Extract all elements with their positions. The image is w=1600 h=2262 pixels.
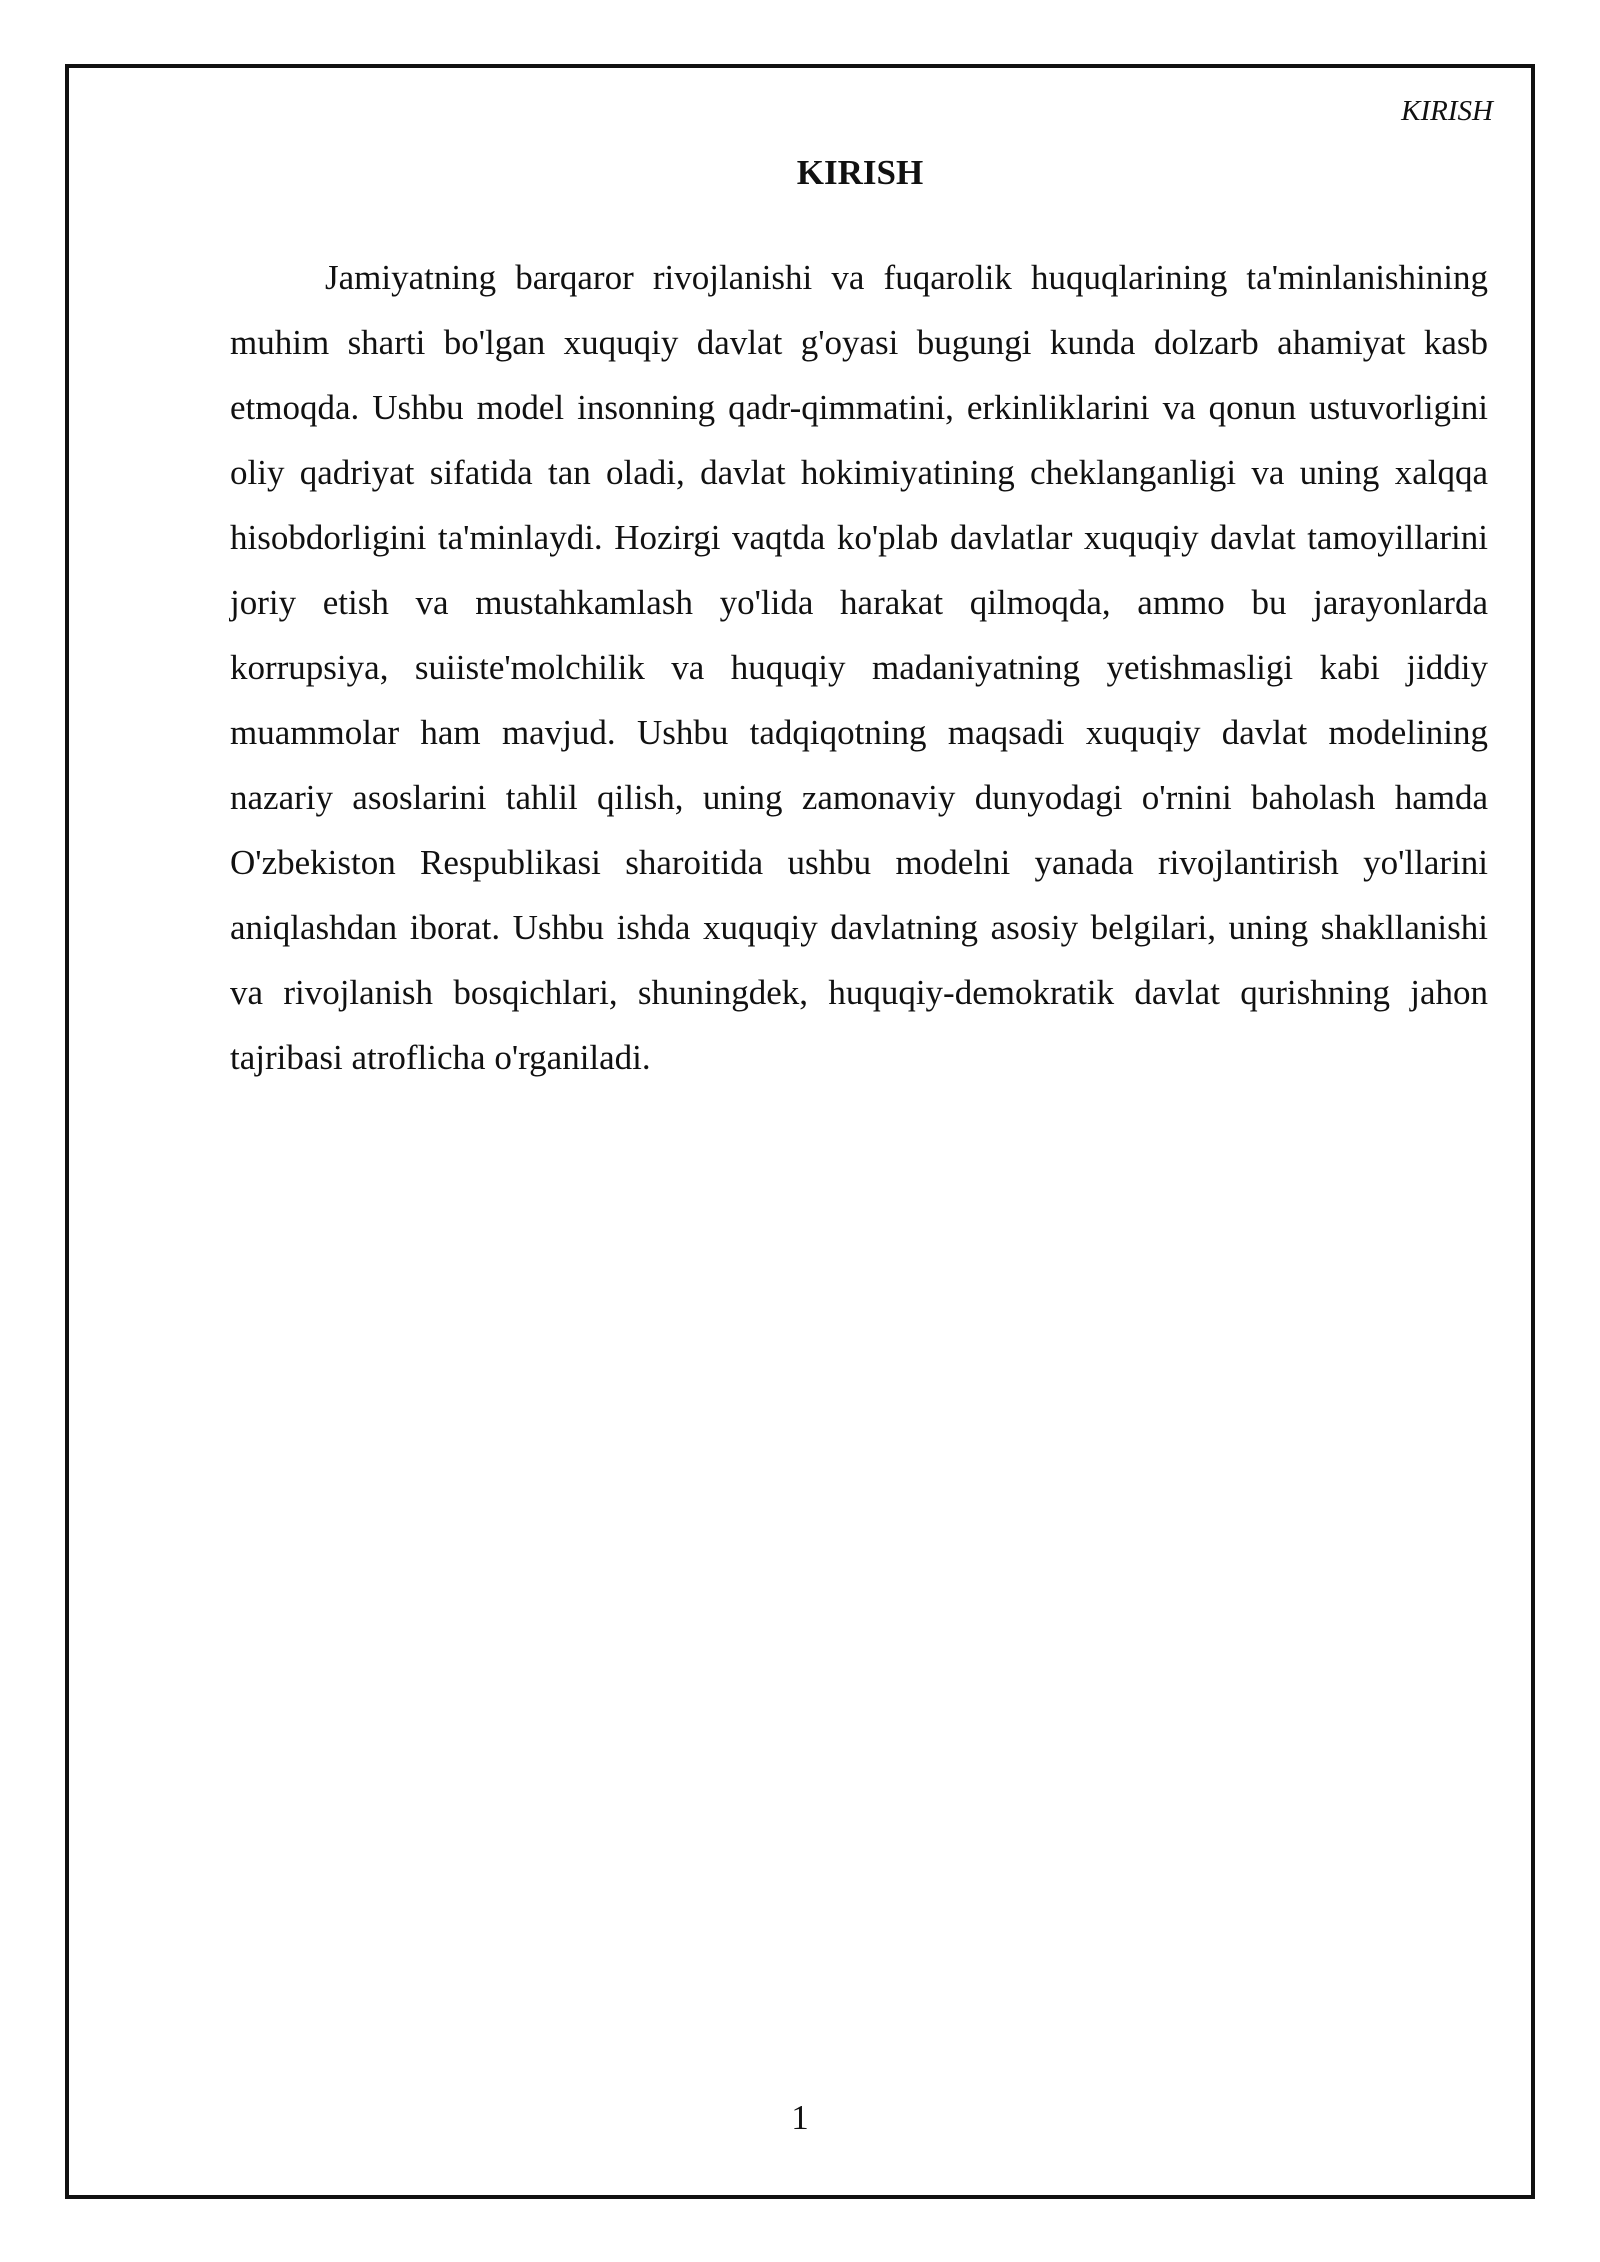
page-number: 1	[791, 2098, 809, 2137]
section-title: KIRISH	[796, 153, 924, 192]
intro-paragraph: Jamiyatning barqaror rivojlanishi va fuqarolik huquqlarining ta'minlanishining muhim sharti bo'lgan xuquqiy davlat g'oyasi bugungi kunda dolzarb ahamiyat kasb etmoqda. Ushbu model insonning qadr-qimmatini, erkinliklarini va qonun ustuvorligini oliy qadriyat sifatida tan oladi, davlat hokimiyatining cheklanganligi va uning xalqqa hisobdorligini ta'minlaydi. Hozirgi vaqtda ko'plab davlatlar xuquqiy davlat tamoyillarini joriy etish va mustahkamlash yo'lida harakat qilmoqda, ammo bu jarayonlarda korrupsiya, suiiste'molchilik va huquqiy madaniyatning yetishmasligi kabi jiddiy muammolar ham mavjud. Ushbu tadqiqotning maqsadi xuquqiy davlat modelining nazariy asoslarini tahlil qilish, uning zamonaviy dunyodagi o'rnini baholash hamda O'zbekiston Respublikasi sharoitida ushbu modelni yanada rivojlantirish yo'llarini aniqlashdan iborat. Ushbu ishda xuquqiy davlatning asosiy belgilari, uning shakllanishi va rivojlanish bosqichlari, shuningdek, huquqiy-demokratik davlat qurishning jahon tajribasi atroflicha o'rganiladi.	[230, 258, 1488, 1077]
running-header: KIRISH	[1401, 95, 1493, 127]
